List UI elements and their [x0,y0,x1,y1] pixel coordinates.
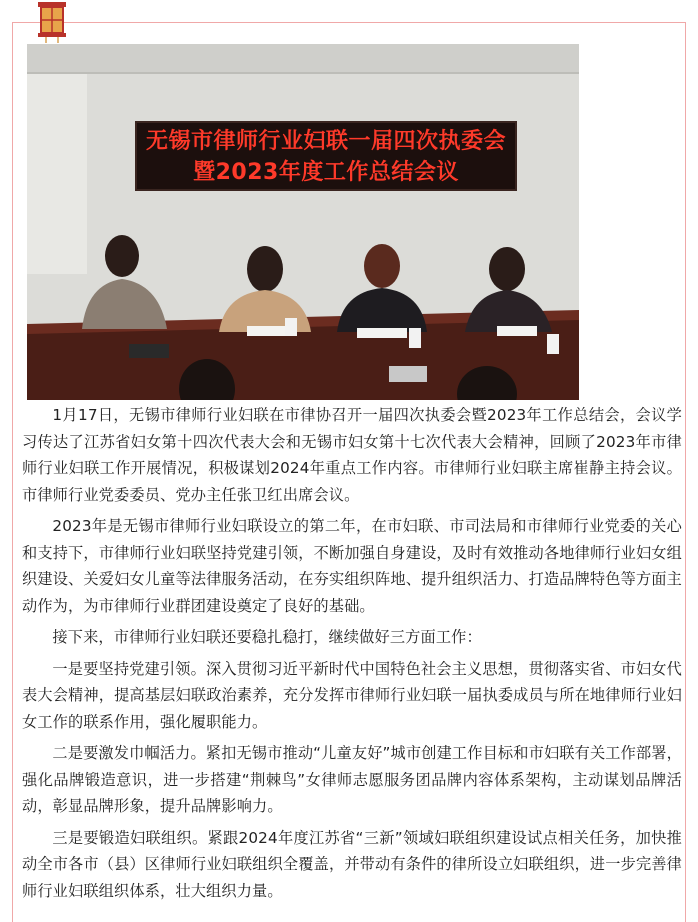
meeting-photo [27,44,579,400]
paragraph-task-2: 二是要激发巾帼活力。紧扣无锡市推动“儿童友好”城市创建工作目标和市妇联有关工作部署，强化品牌锻造意识，进一步搭建“荆棘鸟”女律师志愿服务团品牌内容体系架构，主动谋划品牌活动，彰显品牌形象，提升品牌影响力。 [22,744,682,815]
led-banner [135,121,517,191]
paragraph-next-steps: 接下来，市律师行业妇联还要稳扎稳打，继续做好三方面工作： [52,628,482,646]
paragraph-intro: 1月17日，无锡市律师行业妇联在市律协召开一届四次执委会暨2023年工作总结会，会议学习传达了江苏省妇女第十四次代表大会和无锡市妇女第十七次代表大会精神，回顾了2023年市律师行业妇联工作开展情况，积极谋划2024年重点工作内容。市律师行业妇联主席崔静主持会议。市律师行业党委委员、党办主任张卫红出席会议。 [22,406,682,504]
paragraph-task-1: 一是要坚持党建引领。深入贯彻习近平新时代中国特色社会主义思想，贯彻落实省、市妇女代表大会精神，提高基层妇联政治素养，充分发挥市律师行业妇联一届执委成员与所在地律师行业妇女工作的联系作用，强化履职能力。 [22,659,682,731]
banner-line-2: 暨2023年度工作总结会议 [193,160,459,185]
article-body [22,402,682,909]
paragraph-task-3: 三是要锻造妇联组织。紧跟2024年度江苏省“三新”领域妇联组织建设试点相关任务，加快推动全市各市（县）区律师行业妇联组织全覆盖，并带动有条件的律所设立妇联组织，进一步完善律师行业妇联组织体系，壮大组织力量。 [22,828,682,900]
banner-line-1: 无锡市律师行业妇联一届四次执委会 [145,129,506,154]
lantern-icon [32,0,72,44]
paragraph-review: 2023年是无锡市律师行业妇联设立的第二年，在市妇联、市司法局和市律师行业党委的关心和支持下，市律师行业妇联坚持党建引领，不断加强自身建设，及时有效推动各地律师行业妇女组织建设、关爱妇女儿童等法律服务活动，在夯实组织阵地、提升组织活力、打造品牌特色等方面主动作为，为市律师行业群团建设奠定了良好的基础。 [22,517,682,615]
